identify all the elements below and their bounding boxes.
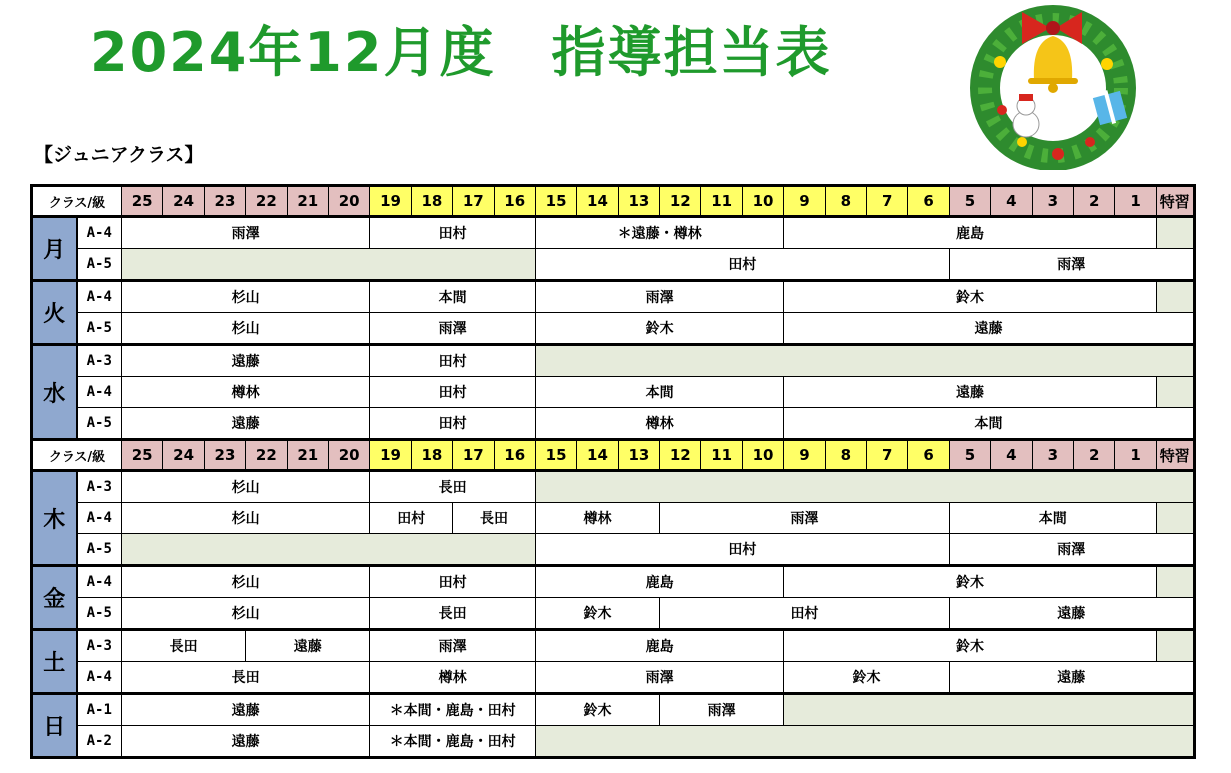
grade-header-cell: 22 bbox=[246, 440, 287, 471]
grade-header-cell: 12 bbox=[660, 440, 701, 471]
grade-header-cell: 17 bbox=[453, 440, 494, 471]
grade-header-cell: 13 bbox=[618, 440, 659, 471]
instructor-cell: 遠藤 bbox=[122, 408, 370, 440]
instructor-cell: 本間 bbox=[370, 281, 536, 313]
grade-header-cell: 3 bbox=[1032, 186, 1073, 217]
grade-header-cell: 10 bbox=[742, 186, 783, 217]
instructor-cell: 田村 bbox=[370, 345, 536, 377]
class-label: A-4 bbox=[77, 566, 122, 598]
instructor-cell: 雨澤 bbox=[949, 249, 1194, 281]
class-label: A-3 bbox=[77, 630, 122, 662]
class-label: A-4 bbox=[77, 503, 122, 534]
class-label: A-4 bbox=[77, 217, 122, 249]
class-subtitle: 【ジュニアクラス】 bbox=[34, 144, 204, 166]
grade-header-cell: 14 bbox=[577, 186, 618, 217]
instructor-cell: 鈴木 bbox=[784, 566, 1157, 598]
instructor-cell: 長田 bbox=[122, 630, 246, 662]
instructor-cell: ＊本間・鹿島・田村 bbox=[370, 726, 536, 758]
class-label: A-4 bbox=[77, 281, 122, 313]
instructor-cell: 本間 bbox=[784, 408, 1195, 440]
grade-header-cell: 2 bbox=[1073, 440, 1114, 471]
table-row bbox=[32, 249, 1195, 281]
grade-header-cell: 23 bbox=[204, 186, 245, 217]
grade-header-cell: 25 bbox=[122, 186, 163, 217]
grade-header-cell: 5 bbox=[949, 186, 990, 217]
instructor-cell: 田村 bbox=[370, 217, 536, 249]
instructor-cell: 樽林 bbox=[535, 503, 659, 534]
instructor-cell: 鹿島 bbox=[535, 566, 783, 598]
grade-header-cell: 特習 bbox=[1156, 186, 1194, 217]
header-label: クラス/級 bbox=[32, 186, 122, 217]
instructor-cell: 雨澤 bbox=[660, 503, 950, 534]
grade-header-cell: 特習 bbox=[1156, 440, 1194, 471]
instructor-cell: 雨澤 bbox=[122, 217, 370, 249]
empty-cell bbox=[535, 345, 1194, 377]
grade-header-cell: 1 bbox=[1115, 440, 1156, 471]
table-row bbox=[32, 345, 1195, 377]
table-row bbox=[32, 313, 1195, 345]
grade-header-cell: 11 bbox=[701, 440, 742, 471]
grade-header-cell: 9 bbox=[784, 186, 825, 217]
table-row bbox=[32, 471, 1195, 503]
empty-cell bbox=[1156, 566, 1194, 598]
empty-cell bbox=[1156, 503, 1194, 534]
grade-header-cell: 8 bbox=[825, 440, 866, 471]
instructor-cell: 長田 bbox=[122, 662, 370, 694]
instructor-cell: 田村 bbox=[370, 566, 536, 598]
empty-cell bbox=[1156, 217, 1194, 249]
instructor-cell: 遠藤 bbox=[784, 313, 1195, 345]
table-row bbox=[32, 534, 1195, 566]
table-row bbox=[32, 281, 1195, 313]
instructor-cell: 長田 bbox=[453, 503, 536, 534]
grade-header-cell: 12 bbox=[660, 186, 701, 217]
day-label: 日 bbox=[32, 694, 77, 758]
instructor-cell: 田村 bbox=[370, 503, 453, 534]
grade-header-cell: 9 bbox=[784, 440, 825, 471]
grade-header-cell: 21 bbox=[287, 186, 328, 217]
grade-header-cell: 20 bbox=[328, 186, 369, 217]
grade-header-cell: 21 bbox=[287, 440, 328, 471]
instructor-cell: 鈴木 bbox=[535, 694, 659, 726]
instructor-cell: 杉山 bbox=[122, 566, 370, 598]
class-label: A-4 bbox=[77, 662, 122, 694]
empty-cell bbox=[784, 694, 1195, 726]
table-row bbox=[32, 726, 1195, 758]
instructor-cell: 鈴木 bbox=[784, 630, 1157, 662]
class-label: A-1 bbox=[77, 694, 122, 726]
instructor-cell: 杉山 bbox=[122, 471, 370, 503]
table-row bbox=[32, 598, 1195, 630]
grade-header-cell: 4 bbox=[991, 440, 1032, 471]
instructor-cell: ＊遠藤・樽林 bbox=[535, 217, 783, 249]
grade-header-cell: 18 bbox=[411, 440, 452, 471]
grade-header-cell: 10 bbox=[742, 440, 783, 471]
grade-header-cell: 15 bbox=[535, 186, 576, 217]
instructor-cell: 長田 bbox=[370, 471, 536, 503]
christmas-wreath-image bbox=[962, 2, 1144, 170]
grade-header-cell: 25 bbox=[122, 440, 163, 471]
class-label: A-3 bbox=[77, 471, 122, 503]
page-title: 2024年12月度 指導担当表 bbox=[90, 21, 832, 84]
instructor-cell: 田村 bbox=[535, 534, 949, 566]
grade-header-cell: 5 bbox=[949, 440, 990, 471]
class-label: A-5 bbox=[77, 313, 122, 345]
header-label: クラス/級 bbox=[32, 440, 122, 471]
grade-header-cell: 19 bbox=[370, 440, 411, 471]
table-row bbox=[32, 377, 1195, 408]
day-label: 金 bbox=[32, 566, 77, 630]
class-label: A-4 bbox=[77, 377, 122, 408]
instructor-cell: 杉山 bbox=[122, 598, 370, 630]
class-label: A-5 bbox=[77, 534, 122, 566]
instructor-cell: 樽林 bbox=[122, 377, 370, 408]
grade-header-cell: 7 bbox=[867, 440, 908, 471]
class-label: A-5 bbox=[77, 408, 122, 440]
empty-cell bbox=[122, 249, 536, 281]
table-row bbox=[32, 217, 1195, 249]
table-row bbox=[32, 566, 1195, 598]
empty-cell bbox=[535, 726, 1194, 758]
grade-header-cell: 13 bbox=[618, 186, 659, 217]
grade-header-cell: 1 bbox=[1115, 186, 1156, 217]
grade-header-cell: 24 bbox=[163, 440, 204, 471]
instructor-cell: ＊本間・鹿島・田村 bbox=[370, 694, 536, 726]
instructor-cell: 遠藤 bbox=[122, 694, 370, 726]
day-label: 火 bbox=[32, 281, 77, 345]
instructor-cell: 杉山 bbox=[122, 313, 370, 345]
empty-cell bbox=[122, 534, 536, 566]
instructor-cell: 杉山 bbox=[122, 281, 370, 313]
schedule-table bbox=[30, 184, 1196, 759]
grade-header-cell: 6 bbox=[908, 186, 949, 217]
instructor-cell: 雨澤 bbox=[535, 662, 783, 694]
class-label: A-3 bbox=[77, 345, 122, 377]
instructor-cell: 雨澤 bbox=[660, 694, 784, 726]
grade-header-cell: 18 bbox=[411, 186, 452, 217]
instructor-cell: 樽林 bbox=[370, 662, 536, 694]
instructor-cell: 雨澤 bbox=[535, 281, 783, 313]
day-label: 水 bbox=[32, 345, 77, 440]
instructor-cell: 長田 bbox=[370, 598, 536, 630]
instructor-cell: 雨澤 bbox=[370, 313, 536, 345]
grade-header-cell: 16 bbox=[494, 186, 535, 217]
instructor-cell: 鹿島 bbox=[784, 217, 1157, 249]
grade-header-cell: 23 bbox=[204, 440, 245, 471]
grade-header-cell: 14 bbox=[577, 440, 618, 471]
instructor-cell: 本間 bbox=[535, 377, 783, 408]
grade-header-cell: 2 bbox=[1073, 186, 1114, 217]
empty-cell bbox=[1156, 630, 1194, 662]
class-label: A-5 bbox=[77, 598, 122, 630]
grade-header-row bbox=[32, 440, 1195, 471]
empty-cell bbox=[1156, 281, 1194, 313]
day-label: 月 bbox=[32, 217, 77, 281]
instructor-cell: 遠藤 bbox=[949, 598, 1194, 630]
table-row bbox=[32, 630, 1195, 662]
instructor-cell: 田村 bbox=[660, 598, 950, 630]
grade-header-row bbox=[32, 186, 1195, 217]
instructor-cell: 樽林 bbox=[535, 408, 783, 440]
grade-header-cell: 22 bbox=[246, 186, 287, 217]
instructor-cell: 鈴木 bbox=[535, 313, 783, 345]
grade-header-cell: 17 bbox=[453, 186, 494, 217]
grade-header-cell: 11 bbox=[701, 186, 742, 217]
table-row bbox=[32, 662, 1195, 694]
grade-header-cell: 19 bbox=[370, 186, 411, 217]
instructor-cell: 遠藤 bbox=[122, 345, 370, 377]
empty-cell bbox=[1156, 377, 1194, 408]
instructor-cell: 本間 bbox=[949, 503, 1156, 534]
instructor-cell: 鈴木 bbox=[784, 281, 1157, 313]
grade-header-cell: 24 bbox=[163, 186, 204, 217]
empty-cell bbox=[535, 471, 1194, 503]
instructor-cell: 遠藤 bbox=[949, 662, 1194, 694]
instructor-cell: 雨澤 bbox=[949, 534, 1194, 566]
instructor-cell: 雨澤 bbox=[370, 630, 536, 662]
instructor-cell: 遠藤 bbox=[122, 726, 370, 758]
instructor-cell: 田村 bbox=[535, 249, 949, 281]
day-label: 木 bbox=[32, 471, 77, 566]
instructor-cell: 杉山 bbox=[122, 503, 370, 534]
instructor-cell: 鈴木 bbox=[784, 662, 950, 694]
day-label: 土 bbox=[32, 630, 77, 694]
grade-header-cell: 16 bbox=[494, 440, 535, 471]
instructor-cell: 田村 bbox=[370, 377, 536, 408]
table-row bbox=[32, 408, 1195, 440]
table-row bbox=[32, 694, 1195, 726]
grade-header-cell: 7 bbox=[867, 186, 908, 217]
grade-header-cell: 3 bbox=[1032, 440, 1073, 471]
class-label: A-2 bbox=[77, 726, 122, 758]
grade-header-cell: 4 bbox=[991, 186, 1032, 217]
table-row bbox=[32, 503, 1195, 534]
instructor-cell: 田村 bbox=[370, 408, 536, 440]
grade-header-cell: 15 bbox=[535, 440, 576, 471]
grade-header-cell: 8 bbox=[825, 186, 866, 217]
instructor-cell: 遠藤 bbox=[246, 630, 370, 662]
instructor-cell: 鈴木 bbox=[535, 598, 659, 630]
grade-header-cell: 20 bbox=[328, 440, 369, 471]
instructor-cell: 遠藤 bbox=[784, 377, 1157, 408]
class-label: A-5 bbox=[77, 249, 122, 281]
grade-header-cell: 6 bbox=[908, 440, 949, 471]
instructor-cell: 鹿島 bbox=[535, 630, 783, 662]
